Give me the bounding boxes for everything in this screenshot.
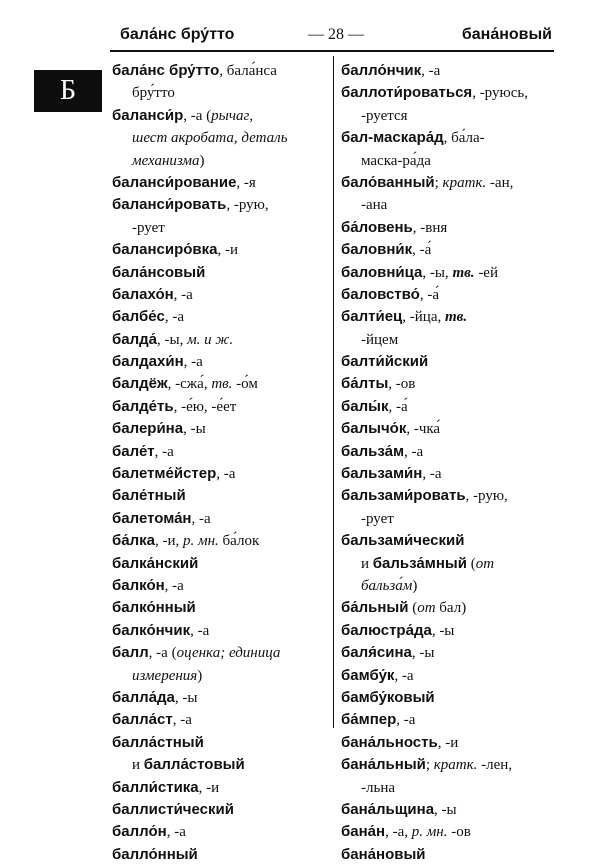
headword: баланси́рование xyxy=(112,173,237,191)
entry-line xyxy=(112,284,328,306)
headword: бана́новый xyxy=(341,845,426,863)
entry-line xyxy=(341,82,555,104)
headword: балетме́йстер xyxy=(112,465,217,483)
entry-text: , -ы xyxy=(183,421,206,438)
headword: балли́стика xyxy=(112,778,199,796)
entry-line xyxy=(341,463,555,485)
headword: баланси́ровать xyxy=(112,196,227,214)
headword: балко́нный xyxy=(112,599,196,617)
entry-line xyxy=(112,687,328,709)
entry-line xyxy=(341,60,555,82)
entry-line xyxy=(341,396,555,418)
entry-line xyxy=(112,262,328,284)
entry-text: -ей xyxy=(474,264,498,281)
grammar-note: от xyxy=(417,600,436,617)
headword: бале́т xyxy=(112,442,155,460)
grammar-note: от xyxy=(475,555,495,572)
entry-text: , -а xyxy=(173,286,193,303)
entry-text: , -и xyxy=(437,734,459,751)
headword: ба́льный xyxy=(341,599,409,617)
entry-line xyxy=(341,597,555,619)
entry-text: маска-ра́да xyxy=(361,152,431,169)
headword: балло́нчик xyxy=(341,62,422,79)
entry-text: , -а, xyxy=(385,824,412,841)
left-column xyxy=(112,60,328,866)
entry-line xyxy=(112,844,328,866)
headword: балы́к xyxy=(341,397,389,415)
entry-line xyxy=(341,485,555,507)
entry-text: ( xyxy=(408,600,418,617)
grammar-note: измерения xyxy=(132,667,198,684)
grammar-note: тв. xyxy=(452,264,475,281)
entry-line xyxy=(341,194,555,216)
headword: балла́ст xyxy=(112,711,173,729)
headword: бальзами́ческий xyxy=(341,532,465,550)
entry-text: , -а ( xyxy=(183,107,212,124)
entry-line xyxy=(341,217,555,239)
headword: баловни́ца xyxy=(341,263,423,281)
headword: бамбу́ковый xyxy=(341,688,435,706)
headword: балде́ть xyxy=(112,397,174,415)
running-header xyxy=(120,26,552,50)
headword: балло́н xyxy=(112,823,167,841)
entry-text: , -ы xyxy=(434,801,457,818)
entry-text: -ов xyxy=(447,824,471,841)
entry-text: , -а xyxy=(421,63,441,79)
entry-line xyxy=(112,821,328,843)
headword: баля́сина xyxy=(341,644,412,662)
entry-text: ) xyxy=(197,667,203,684)
grammar-note: р. мн. xyxy=(183,533,219,550)
headword: бал-маскара́д xyxy=(341,129,444,147)
header-left-headword: бала́нс бру́тто xyxy=(120,26,235,43)
entry-line xyxy=(341,575,555,597)
headword: ба́лка xyxy=(112,532,155,550)
entry-text: , -а xyxy=(164,309,185,326)
entry-text: -рует xyxy=(132,219,165,236)
entry-text: ) xyxy=(199,152,205,169)
entry-line xyxy=(112,60,328,82)
entry-line xyxy=(112,306,328,328)
entry-line xyxy=(341,777,555,799)
entry-line xyxy=(112,620,328,642)
entry-line xyxy=(112,127,328,149)
headword: балетома́н xyxy=(112,509,192,527)
headword: бальза́м xyxy=(341,442,405,460)
headword: баллоти́роваться xyxy=(341,84,473,102)
grammar-note: рычаг, xyxy=(211,107,254,124)
headword: балери́на xyxy=(112,420,184,438)
grammar-note: р. мн. xyxy=(411,824,448,841)
headword: бальзами́ровать xyxy=(341,487,466,505)
entry-line xyxy=(112,150,328,172)
entry-text: , -е́ю, -е́ет xyxy=(173,398,237,415)
entry-text: , -рую, xyxy=(226,197,269,214)
entry-text: , -ы xyxy=(411,645,435,662)
entry-line xyxy=(112,553,328,575)
headword: балла́стный xyxy=(112,733,204,751)
headword: баловство́ xyxy=(341,285,420,303)
headword: балло́нный xyxy=(112,845,198,863)
entry-text: , -и xyxy=(217,242,239,259)
grammar-note: тв. xyxy=(445,309,468,326)
headword: балла́да xyxy=(112,688,175,706)
entry-line xyxy=(341,665,555,687)
entry-line xyxy=(341,508,555,530)
entry-line xyxy=(341,441,555,463)
entry-text: , -йца, xyxy=(402,309,445,326)
entry-text: , -и xyxy=(198,779,220,796)
entry-text: , -а xyxy=(396,712,416,729)
entry-text: , -и, xyxy=(155,533,184,550)
entry-line xyxy=(341,642,555,664)
entry-text: -льна xyxy=(361,779,396,796)
headword: балюстра́да xyxy=(341,621,432,639)
entry-line xyxy=(341,239,555,261)
grammar-note: шест акробата, деталь xyxy=(132,130,288,147)
entry-text: , -а xyxy=(191,510,211,527)
entry-line xyxy=(341,150,555,172)
entry-line xyxy=(112,194,328,216)
headword: бало́ванный xyxy=(341,173,435,191)
entry-text: -ана xyxy=(361,197,388,214)
entry-text: , -ов xyxy=(388,376,416,393)
entry-line xyxy=(341,799,555,821)
entry-text: , -вня xyxy=(412,219,448,236)
entry-text: , -руюсь, xyxy=(472,85,528,102)
entry-text: -руется xyxy=(361,107,408,124)
entry-text: , -ы, xyxy=(157,331,188,348)
entry-text: -йцем xyxy=(361,331,399,348)
entry-line xyxy=(112,396,328,418)
entry-line xyxy=(341,709,555,731)
entry-line xyxy=(341,821,555,843)
entry-text: , -а xyxy=(422,466,442,483)
grammar-note: кратк. xyxy=(442,174,487,191)
entry-text: и xyxy=(132,757,144,774)
entry-text: , -а xyxy=(183,354,203,371)
headword: бальзами́н xyxy=(341,465,423,483)
entry-line xyxy=(112,351,328,373)
headword: ба́лты xyxy=(341,375,389,393)
entry-text: , бала́нса xyxy=(219,63,277,79)
entry-text: , -а́ xyxy=(412,242,432,259)
entry-line xyxy=(112,485,328,507)
letter-tab: Б xyxy=(34,70,102,112)
grammar-note: бальза́м xyxy=(361,577,413,594)
entry-text: , -а́ xyxy=(419,286,439,303)
headword: ба́ловень xyxy=(341,218,413,236)
right-column xyxy=(341,60,555,866)
headword: балансиро́вка xyxy=(112,241,218,259)
entry-line xyxy=(112,172,328,194)
page-number: — 28 — xyxy=(308,26,364,43)
entry-text: , -а́ xyxy=(388,398,408,415)
entry-text: , -а xyxy=(404,443,424,460)
entry-line xyxy=(341,553,555,575)
entry-line xyxy=(112,709,328,731)
headword: бала́нс бру́тто xyxy=(112,62,220,79)
entry-line xyxy=(341,844,555,866)
entry-text: , -ы, xyxy=(422,264,453,281)
headword: баллисти́ческий xyxy=(112,800,234,818)
entry-text: бру́тто xyxy=(132,85,175,102)
entry-text: , -я xyxy=(236,174,256,191)
entry-text: , -а xyxy=(216,466,236,483)
entry-text: , -чка́ xyxy=(406,421,441,438)
entry-line xyxy=(341,732,555,754)
headword: ба́мпер xyxy=(341,711,397,729)
headword: бана́льный xyxy=(341,756,426,774)
headword: бале́тный xyxy=(112,487,186,505)
header-right-headword: бана́новый xyxy=(461,26,552,43)
entry-line xyxy=(112,754,328,776)
entry-line xyxy=(341,329,555,351)
entry-line xyxy=(341,262,555,284)
entry-line xyxy=(112,530,328,552)
entry-text: , -а xyxy=(166,824,186,841)
headword: балл xyxy=(112,644,149,662)
header-rule xyxy=(110,50,554,52)
headword: бамбу́к xyxy=(341,666,395,684)
entry-text: , -ы xyxy=(174,689,198,706)
headword: балко́нчик xyxy=(112,621,191,639)
entry-text: , -а xyxy=(172,712,192,729)
entry-text: -о́м xyxy=(232,376,258,393)
entry-line xyxy=(341,105,555,127)
entry-text: , ба́ла- xyxy=(443,130,485,147)
entry-text: , -а xyxy=(394,667,414,684)
grammar-note: механизма xyxy=(132,152,200,169)
entry-text: -лен, xyxy=(477,757,513,774)
entry-line xyxy=(112,665,328,687)
entry-line xyxy=(112,463,328,485)
entry-line xyxy=(341,284,555,306)
entry-line xyxy=(112,642,328,664)
entry-line xyxy=(112,799,328,821)
headword: балдёж xyxy=(112,375,168,393)
entry-line xyxy=(112,373,328,395)
entry-line xyxy=(112,441,328,463)
entry-line xyxy=(112,777,328,799)
entry-line xyxy=(112,597,328,619)
entry-line xyxy=(112,575,328,597)
headword: балда́ xyxy=(112,330,157,348)
entry-text: ) xyxy=(412,577,418,594)
headword: балдахи́н xyxy=(112,353,184,371)
headword: балычо́к xyxy=(341,420,407,438)
entry-line xyxy=(112,418,328,440)
entry-text: ба́лок xyxy=(218,533,260,550)
entry-text: , -а ( xyxy=(148,645,177,662)
headword: бана́льность xyxy=(341,733,438,751)
headword: балка́нский xyxy=(112,554,199,572)
entry-line xyxy=(341,620,555,642)
entry-text: -ан, xyxy=(486,174,514,191)
entry-line xyxy=(112,329,328,351)
entry-text: , -а xyxy=(154,443,174,460)
entry-line xyxy=(112,82,328,104)
entry-line xyxy=(341,351,555,373)
entry-line xyxy=(341,373,555,395)
headword: бана́н xyxy=(341,823,386,841)
headword: балбе́с xyxy=(112,308,165,326)
entry-text: ( xyxy=(466,555,476,572)
headword: балла́стовый xyxy=(143,756,245,774)
entry-line xyxy=(112,508,328,530)
entry-text: , -а xyxy=(190,622,210,639)
headword: баловни́к xyxy=(341,241,413,259)
headword: балко́н xyxy=(112,576,165,594)
grammar-note: кратк. xyxy=(433,757,478,774)
entry-line xyxy=(341,687,555,709)
headword: бала́нсовый xyxy=(112,263,206,281)
entry-text: , -рую, xyxy=(465,488,508,505)
entry-text: , -сжа́, xyxy=(167,376,212,393)
headword: балахо́н xyxy=(112,285,174,303)
grammar-note: оценка; единица xyxy=(176,645,281,662)
entry-line xyxy=(112,105,328,127)
entry-line xyxy=(112,239,328,261)
grammar-note: м. и ж. xyxy=(187,331,234,348)
headword: баланси́р xyxy=(112,106,184,124)
entry-text: ; xyxy=(434,174,443,191)
headword: бана́льщина xyxy=(341,800,435,818)
entry-line xyxy=(341,530,555,552)
entry-line xyxy=(341,306,555,328)
entry-line xyxy=(112,217,328,239)
grammar-note: тв. xyxy=(211,376,233,393)
entry-line xyxy=(341,172,555,194)
entry-line xyxy=(341,418,555,440)
entry-text: и xyxy=(361,555,373,572)
entry-line xyxy=(341,754,555,776)
entry-line xyxy=(112,732,328,754)
headword: балти́ец xyxy=(341,308,403,326)
entry-text: бал) xyxy=(435,600,467,617)
headword: балти́йский xyxy=(341,353,429,371)
headword: бальза́мный xyxy=(372,554,467,572)
entry-line xyxy=(341,127,555,149)
column-divider xyxy=(333,56,334,728)
entry-text: ; xyxy=(425,757,434,774)
entry-text: , -ы xyxy=(431,622,455,639)
entry-text: -рует xyxy=(361,510,394,527)
entry-text: , -а xyxy=(164,577,184,594)
